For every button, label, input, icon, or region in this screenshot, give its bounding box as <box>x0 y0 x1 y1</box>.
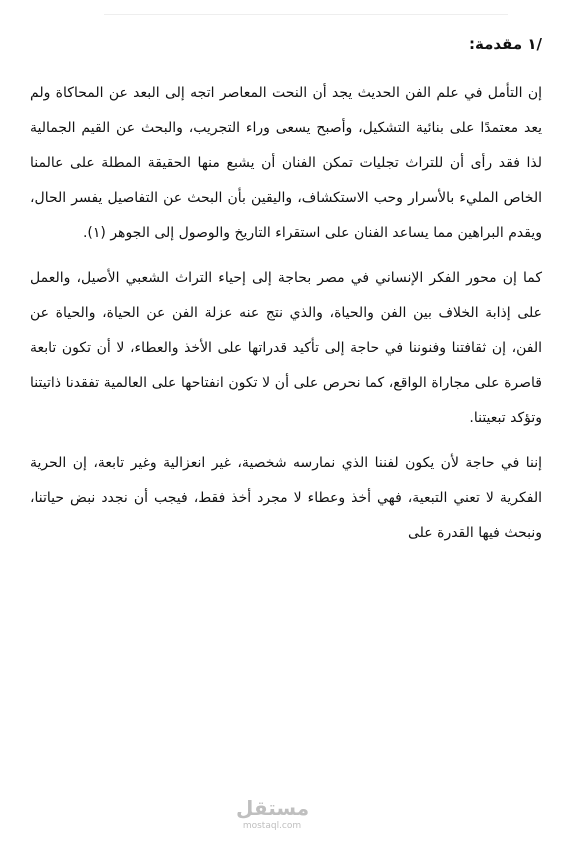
top-divider <box>104 0 508 15</box>
mostaql-watermark <box>236 796 308 832</box>
section-heading: /١ مقدمة: <box>469 35 542 53</box>
watermark-logo: مستقل <box>236 796 310 820</box>
paragraph-1: إن التأمل في علم الفن الحديث يجد أن النحت المعاصر اتجه إلى البعد عن المحاكاة ولم يعد معتمدًا على بنائية التشكيل، وأصبح يسعى وراء التجريب، والبحث عن القيم الجمالية لذا فقد رأى أن للتراث تجليات تمكن الفنان أن يشبع منها الحقيقة المطلة على عالمنا الخاص المليء بالأسرار وحب الاستكشاف، واليقين بأن البحث عن التفاصيل يفسر الحال، ويقدم البراهين مما يساعد الفنان على استقراء التاريخ والوصول إلى الجوهر (١). <box>30 85 542 241</box>
watermark-site: mostaql.com <box>242 821 302 831</box>
paragraph-2: كما إن محور الفكر الإنساني في مصر بحاجة إلى إحياء التراث الشعبي الأصيل، والعمل على إذابة الخلاف بين الفن والحياة، والذي نتج عنه عزلة الفن عن الحياة، والحياة عن الفن، إن ثقافتنا وفنوننا في حاجة إلى تأكيد قدراتها على الأخذ والعطاء، لا أن تكون تابعة قاصرة على مجاراة الواقع، كما نحرص على أن لا تكون انفتاحها على العالمية تفقدنا ذاتيتنا وتؤكد تبعيتنا. <box>30 270 542 426</box>
document-body <box>30 32 542 561</box>
paragraph-3: إننا في حاجة لأن يكون لفننا الذي نمارسه شخصية، غير انعزالية وغير تابعة، إن الحرية الفكرية لا تعني التبعية، فهي أخذ وعطاء لا مجرد أخذ فقط، فيجب أن نجدد نبض حياتنا، ونبحث فيها القدرة على <box>30 455 542 541</box>
